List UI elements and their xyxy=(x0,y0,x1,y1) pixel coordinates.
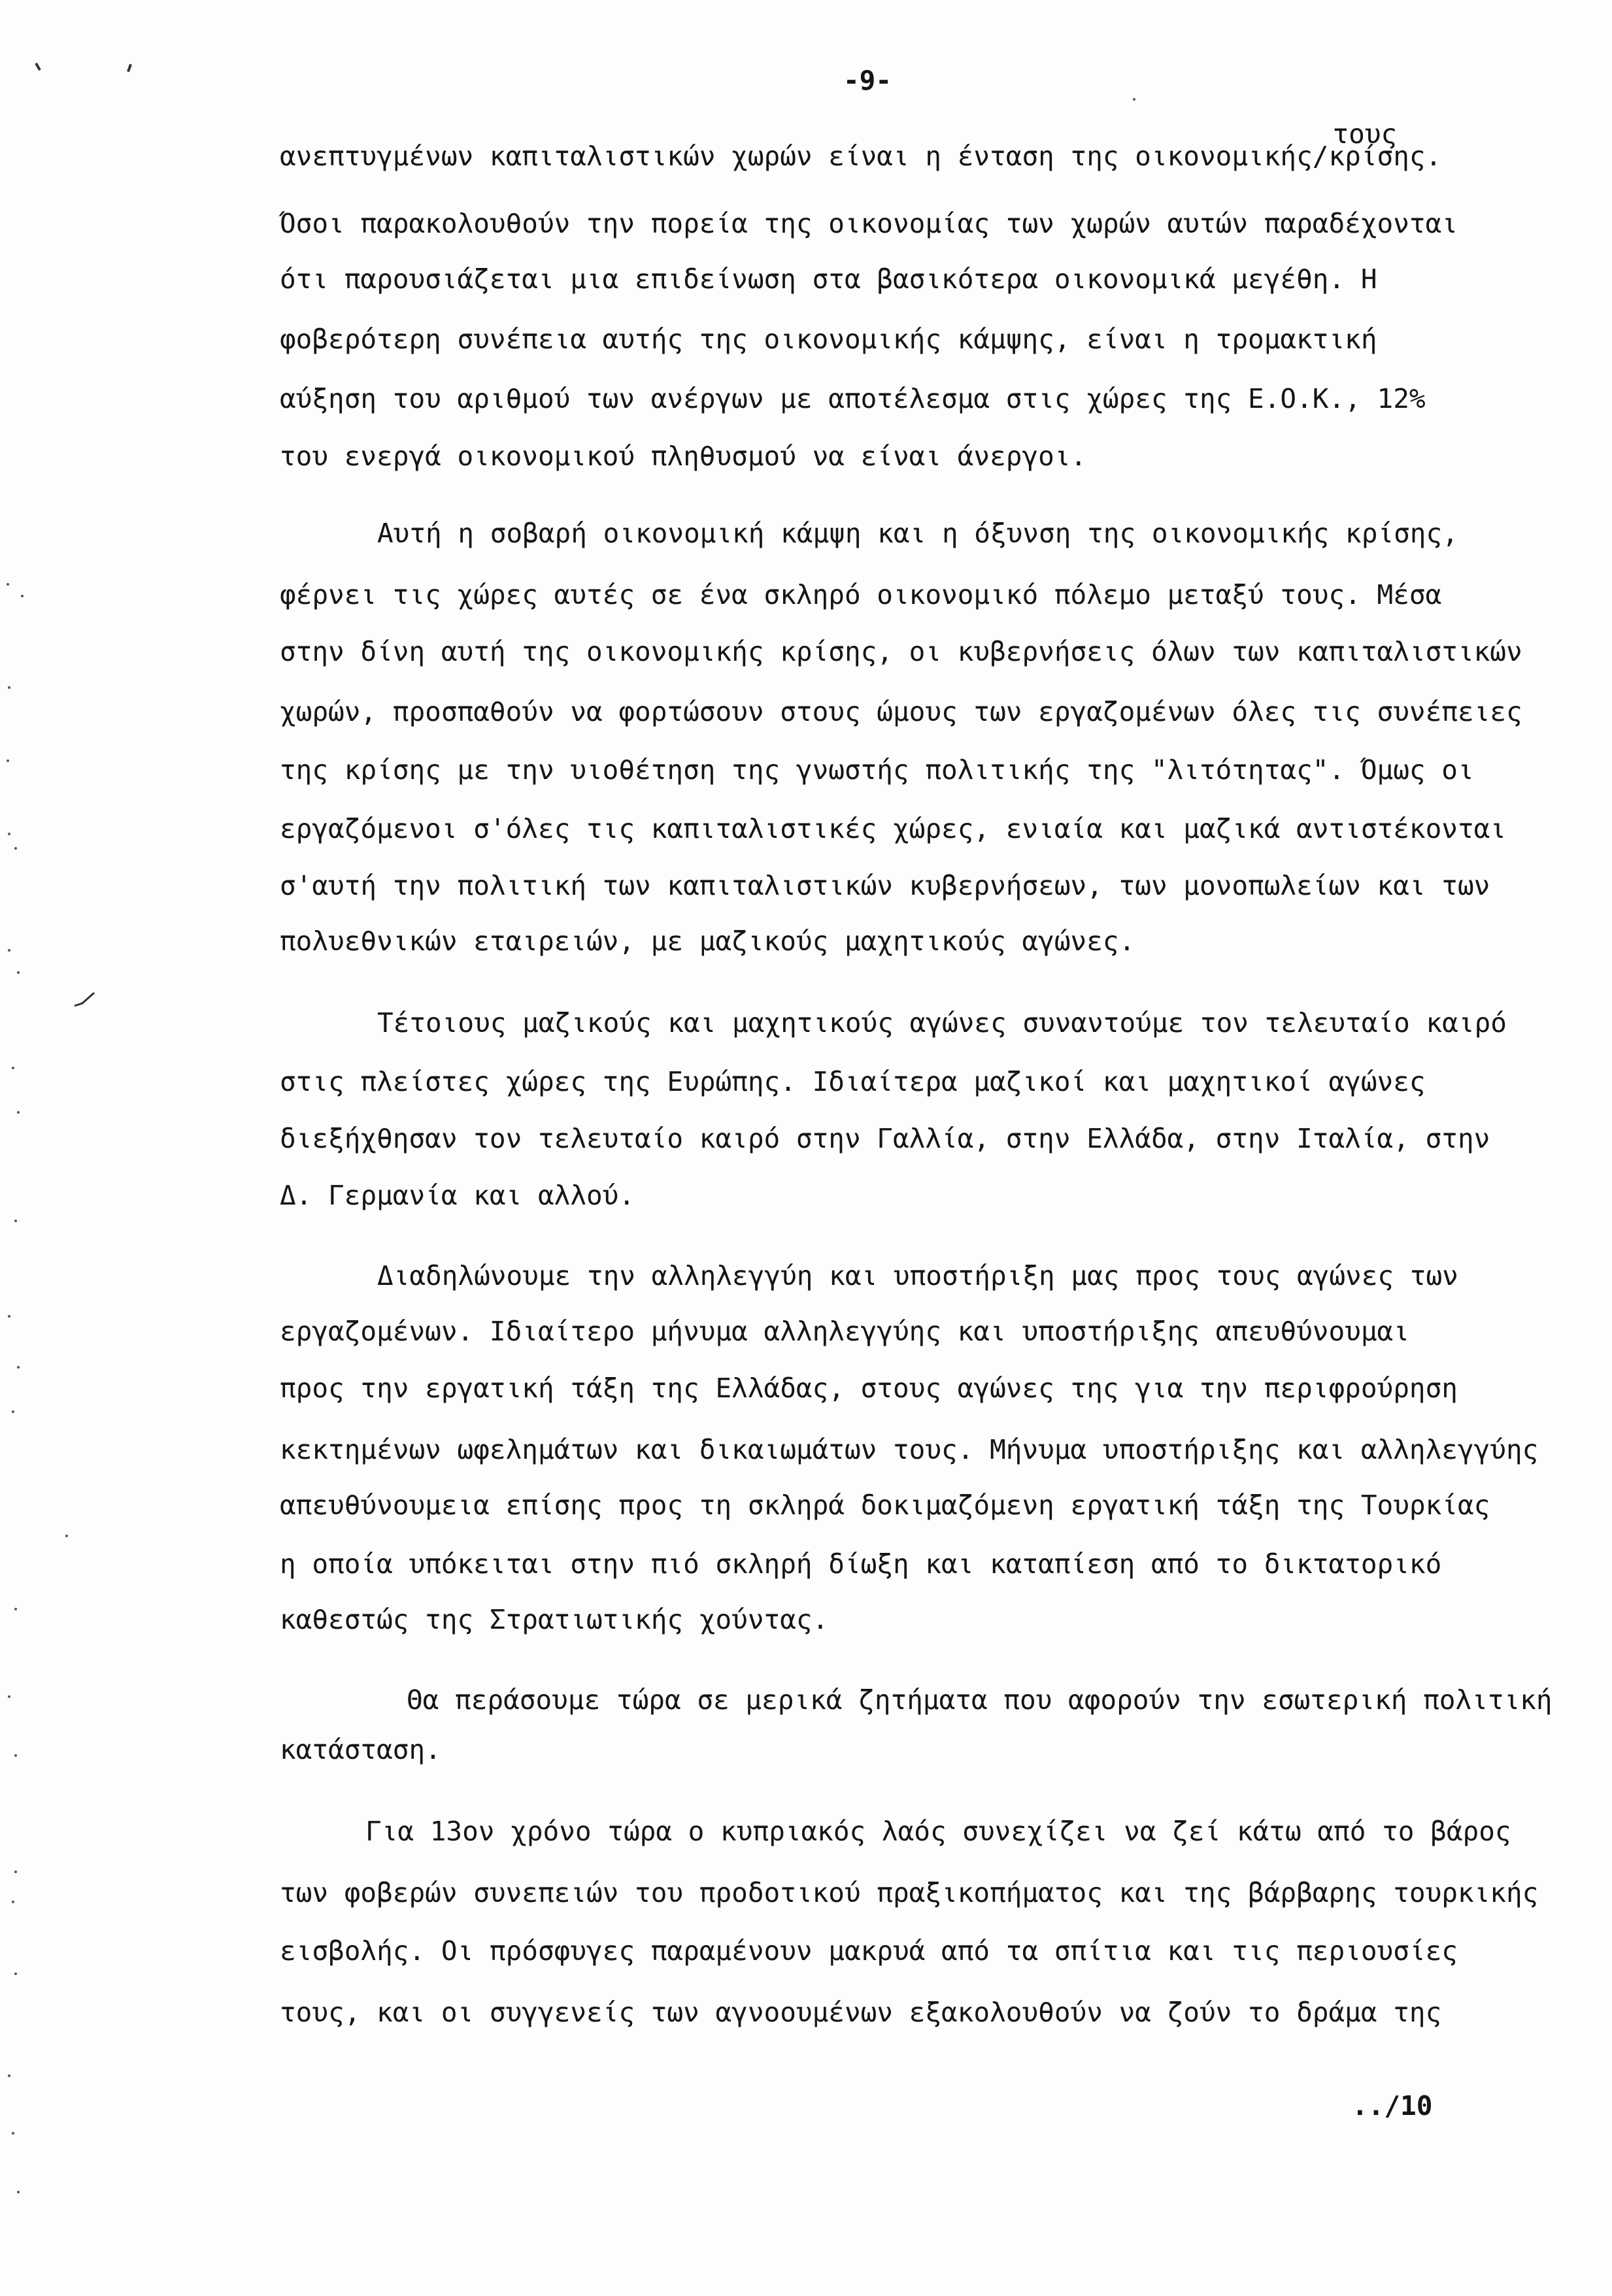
text-line: ότι παρουσιάζεται μια επιδείνωση στα βασικότερα οικονομικά μεγέθη. Η xyxy=(280,263,1377,295)
text-line: κατάσταση. xyxy=(280,1734,441,1765)
scan-speck xyxy=(12,1410,14,1413)
line-text: ανεπτυγμένων καπιταλιστικών χωρών είναι η ένταση της οικονομικής/ xyxy=(280,141,1329,172)
text-line: Για 13ον χρόνο τώρα ο κυπριακός λαός συνεχίζει να ζεί κάτω από το βάρος xyxy=(365,1816,1511,1847)
scan-speck xyxy=(14,1754,17,1757)
scan-speck xyxy=(8,833,10,835)
scan-speck xyxy=(8,949,10,952)
text-line: Όσοι παρακολουθούν την πορεία της οικονομίας των χωρών αυτών παραδέχονται xyxy=(280,208,1458,239)
scan-mark xyxy=(127,64,132,73)
scan-speck xyxy=(8,1695,10,1698)
scan-speck xyxy=(21,595,24,597)
scan-speck xyxy=(8,1315,10,1318)
text-line: απευθύνουμεια επίσης προς τη σκληρά δοκιμαζόμενη εργατική τάξη της Τουρκίας xyxy=(280,1489,1490,1521)
text-line: της κρίσης με την υιοθέτηση της γνωστής πολιτικής της "λιτότητας". Όμως οι xyxy=(280,754,1474,786)
scan-speck xyxy=(12,1067,14,1069)
text-line: φοβερότερη συνέπεια αυτής της οικονομικής κάμψης, είναι η τρομακτική xyxy=(280,324,1377,355)
scan-speck xyxy=(14,1220,17,1222)
scan-speck xyxy=(14,1608,17,1610)
continuation-marker: ../10 xyxy=(1352,2090,1433,2121)
text-line: καθεστώς της Στρατιωτικής χούντας. xyxy=(280,1604,829,1635)
text-line: του ενεργά οικονομικού πληθυσμού να είναι άνεργοι. xyxy=(280,441,1087,472)
scan-mark xyxy=(35,63,41,71)
scan-speck xyxy=(14,847,17,850)
text-line: πολυεθνικών εταιρειών, με μαζικούς μαχητικούς αγώνες. xyxy=(280,925,1135,957)
text-line xyxy=(280,118,1442,172)
text-line: Αυτή η σοβαρή οικονομική κάμψη και η όξυνση της οικονομικής κρίσης, xyxy=(377,518,1458,549)
scan-speck xyxy=(65,1535,68,1537)
text-line: Δ. Γερμανία και αλλού. xyxy=(280,1180,635,1211)
scan-speck xyxy=(17,971,20,974)
scan-speck xyxy=(17,2191,20,2193)
text-line: εργαζομένων. Ιδιαίτερο μήνυμα αλληλεγγύης και υποστήριξης απευθύνουμαι xyxy=(280,1316,1409,1347)
text-line: τους, και οι συγγενείς των αγνοουμένων εξακολουθούν να ζούν το δράμα της xyxy=(280,1997,1442,2028)
text-line: χωρών, προσπαθούν να φορτώσουν στους ώμους των εργαζομένων όλες τις συνέπειες xyxy=(280,696,1522,727)
text-line: προς την εργατική τάξη της Ελλάδας, στους αγώνες της για την περιφρούρηση xyxy=(280,1373,1458,1404)
inserted-word: τους xyxy=(1332,118,1398,150)
text-line: η οποία υπόκειται στην πιό σκληρή δίωξη και καταπίεση από το δικτατορικό xyxy=(280,1548,1442,1580)
scan-speck xyxy=(7,583,9,586)
text-line: Τέτοιους μαζικούς και μαχητικούς αγώνες συναντούμε τον τελευταίο καιρό xyxy=(377,1007,1507,1039)
text-line: σ'αυτή την πολιτική των καπιταλιστικών κυβερνήσεων, των μονοπωλείων και των xyxy=(280,870,1490,901)
scan-speck xyxy=(14,1871,17,1873)
corrected-word xyxy=(1328,118,1442,172)
scan-speck xyxy=(14,1972,17,1975)
scan-speck xyxy=(17,1111,20,1114)
text-line: φέρνει τις χώρες αυτές σε ένα σκληρό οικονομικό πόλεμο μεταξύ τους. Μέσα xyxy=(280,579,1442,610)
text-line: αύξηση του αριθμού των ανέργων με αποτέλεσμα στις χώρες της Ε.Ο.Κ., 12% xyxy=(280,383,1426,414)
text-line: στις πλείστες χώρες της Ευρώπης. Ιδιαίτερα μαζικοί και μαχητικοί αγώνες xyxy=(280,1066,1426,1097)
line-tail: κρίσης. xyxy=(1328,141,1442,172)
text-line: Θα περάσουμε τώρα σε μερικά ζητήματα που αφορούν την εσωτερική πολιτική xyxy=(407,1684,1553,1716)
scan-speck xyxy=(12,1901,14,1903)
scan-speck xyxy=(17,1366,20,1369)
text-line: στην δίνη αυτή της οικονομικής κρίσης, οι κυβερνήσεις όλων των καπιταλιστικών xyxy=(280,636,1522,667)
scan-speck xyxy=(12,2132,14,2135)
scan-speck xyxy=(8,2074,10,2077)
scan-speck xyxy=(1133,98,1135,101)
text-line: Διαδηλώνουμε την αλληλεγγύη και υποστήριξη μας προς τους αγώνες των xyxy=(377,1260,1458,1291)
check-mark-icon xyxy=(72,990,98,1010)
text-line: των φοβερών συνεπειών του προδοτικού πραξικοπήματος και της βάρβαρης τουρκικής xyxy=(280,1877,1539,1908)
text-line: εισβολής. Οι πρόσφυγες παραμένουν μακρυά από τα σπίτια και τις περιουσίες xyxy=(280,1935,1458,1967)
scan-speck xyxy=(7,759,9,762)
text-line: διεξήχθησαν τον τελευταίο καιρό στην Γαλλία, στην Ελλάδα, στην Ιταλία, στην xyxy=(280,1123,1490,1154)
text-line: εργαζόμενοι σ'όλες τις καπιταλιστικές χώρες, ενιαία και μαζικά αντιστέκονται xyxy=(280,813,1506,844)
page-number: -9- xyxy=(843,65,892,96)
scan-speck xyxy=(8,686,10,689)
text-line: κεκτημένων ωφελημάτων και δικαιωμάτων τους. Μήνυμα υποστήριξης και αλληλεγγύης xyxy=(280,1434,1539,1465)
